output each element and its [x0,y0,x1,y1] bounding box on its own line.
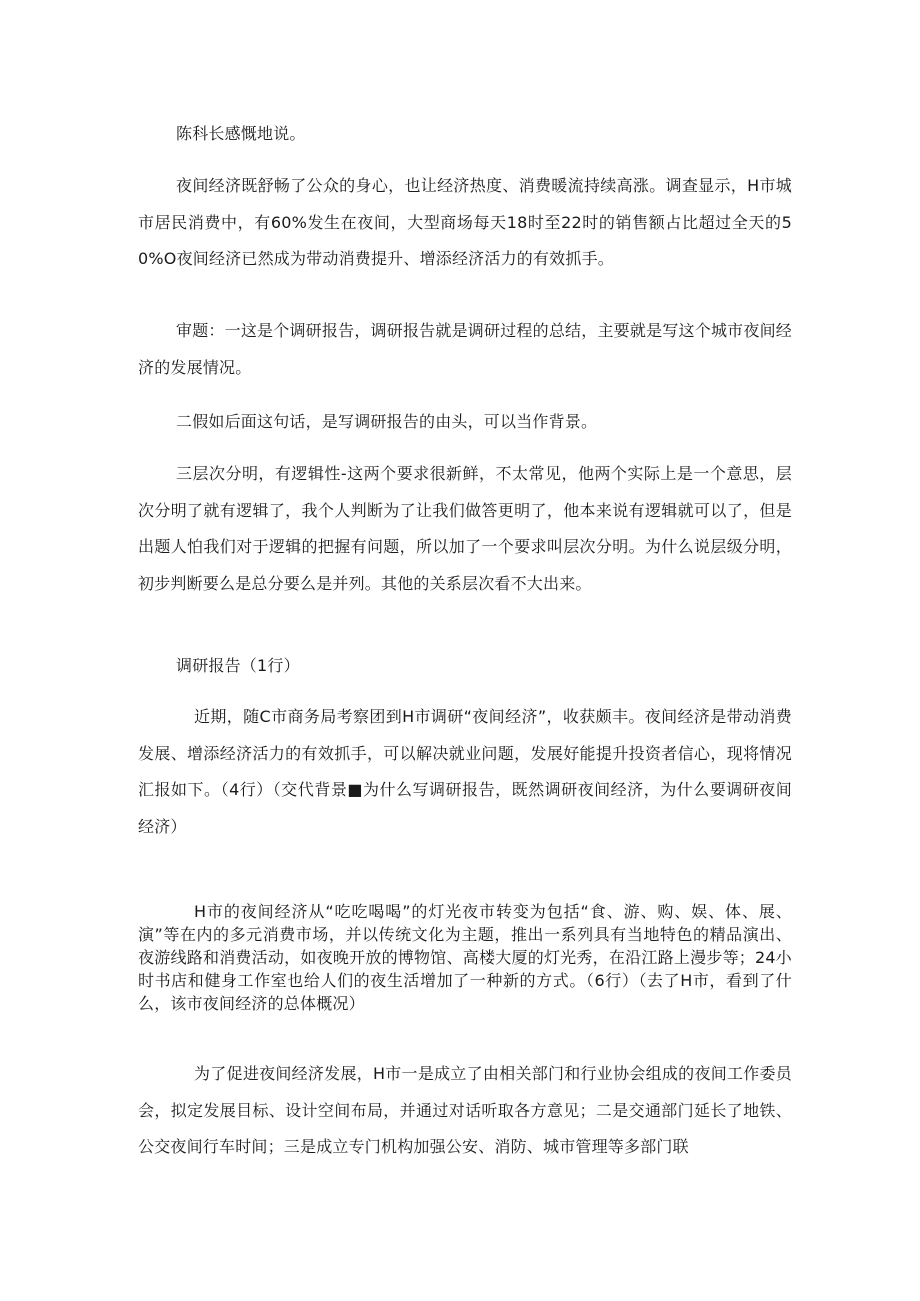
paragraph-analysis-two: 二假如后面这句话，是写调研报告的由头，可以当作背景。 [176,412,598,431]
paragraph-report-intro: 近期，随C市商务局考察团到H市调研“夜间经济”，收获颇丰。夜间经济是带动消费发展、增添经济活力的有效抓手，可以解决就业问题，发展好能提升投资者信心，现将情况汇报如下。（4行）（交代背景■为什么写调研报告，既然调研夜间经济，为什么要调研夜间经济） [138,707,792,836]
paragraph-analysis-three: 三层次分明，有逻辑性-这两个要求很新鲜，不太常见，他两个实际上是一个意思，层次分明了就有逻辑了，我个人判断为了让我们做答更明了，他本来说有逻辑就可以了，但是出题人怕我们对于逻辑的把握有问题，所以加了一个要求叫层次分明。为什么说层级分明，初步判断要么是总分要么是并列。其他的关系层次看不大出来。 [138,464,792,593]
paragraph-analysis-one: 审题：一这是个调研报告，调研报告就是调研过程的总结，主要就是写这个城市夜间经济的发展情况。 [138,321,792,377]
paragraph-measures: 为了促进夜间经济发展，H市一是成立了由相关部门和行业协会组成的夜间工作委员会，拟定发展目标、设计空间布局，并通过对话听取各方意见；二是交通部门延长了地铁、公交夜间行车时间；三是成立专门机构加强公安、消防、城市管理等多部门联 [138,1064,792,1156]
paragraph-closing-remark: 陈科长感慨地说。 [176,124,306,143]
paragraph-city-overview: H市的夜间经济从“吃吃喝喝”的灯光夜市转变为包括“食、游、购、娱、体、展、演”等在内的多元消费市场，并以传统文化为主题，推出一系列具有当地特色的精品演出、夜游线路和消费活动，如夜晚开放的博物馆、高楼大厦的灯光秀，在沿江路上漫步等；24小时书店和健身工作室也给人们的夜生活增加了一种新的方式。（6行）（去了H市，看到了什么，该市夜间经济的总体概况） [138,902,792,1013]
section-heading-report: 调研报告（1行） [176,656,300,675]
paragraph-night-economy-data: 夜间经济既舒畅了公众的身心，也让经济热度、消费暖流持续高涨。调查显示，H市城市居民消费中，有60%发生在夜间，大型商场每天18时至22时的销售额占比超过全天的50%O夜间经济已然成为带动消费提升、增添经济活力的有效抓手。 [138,176,792,268]
